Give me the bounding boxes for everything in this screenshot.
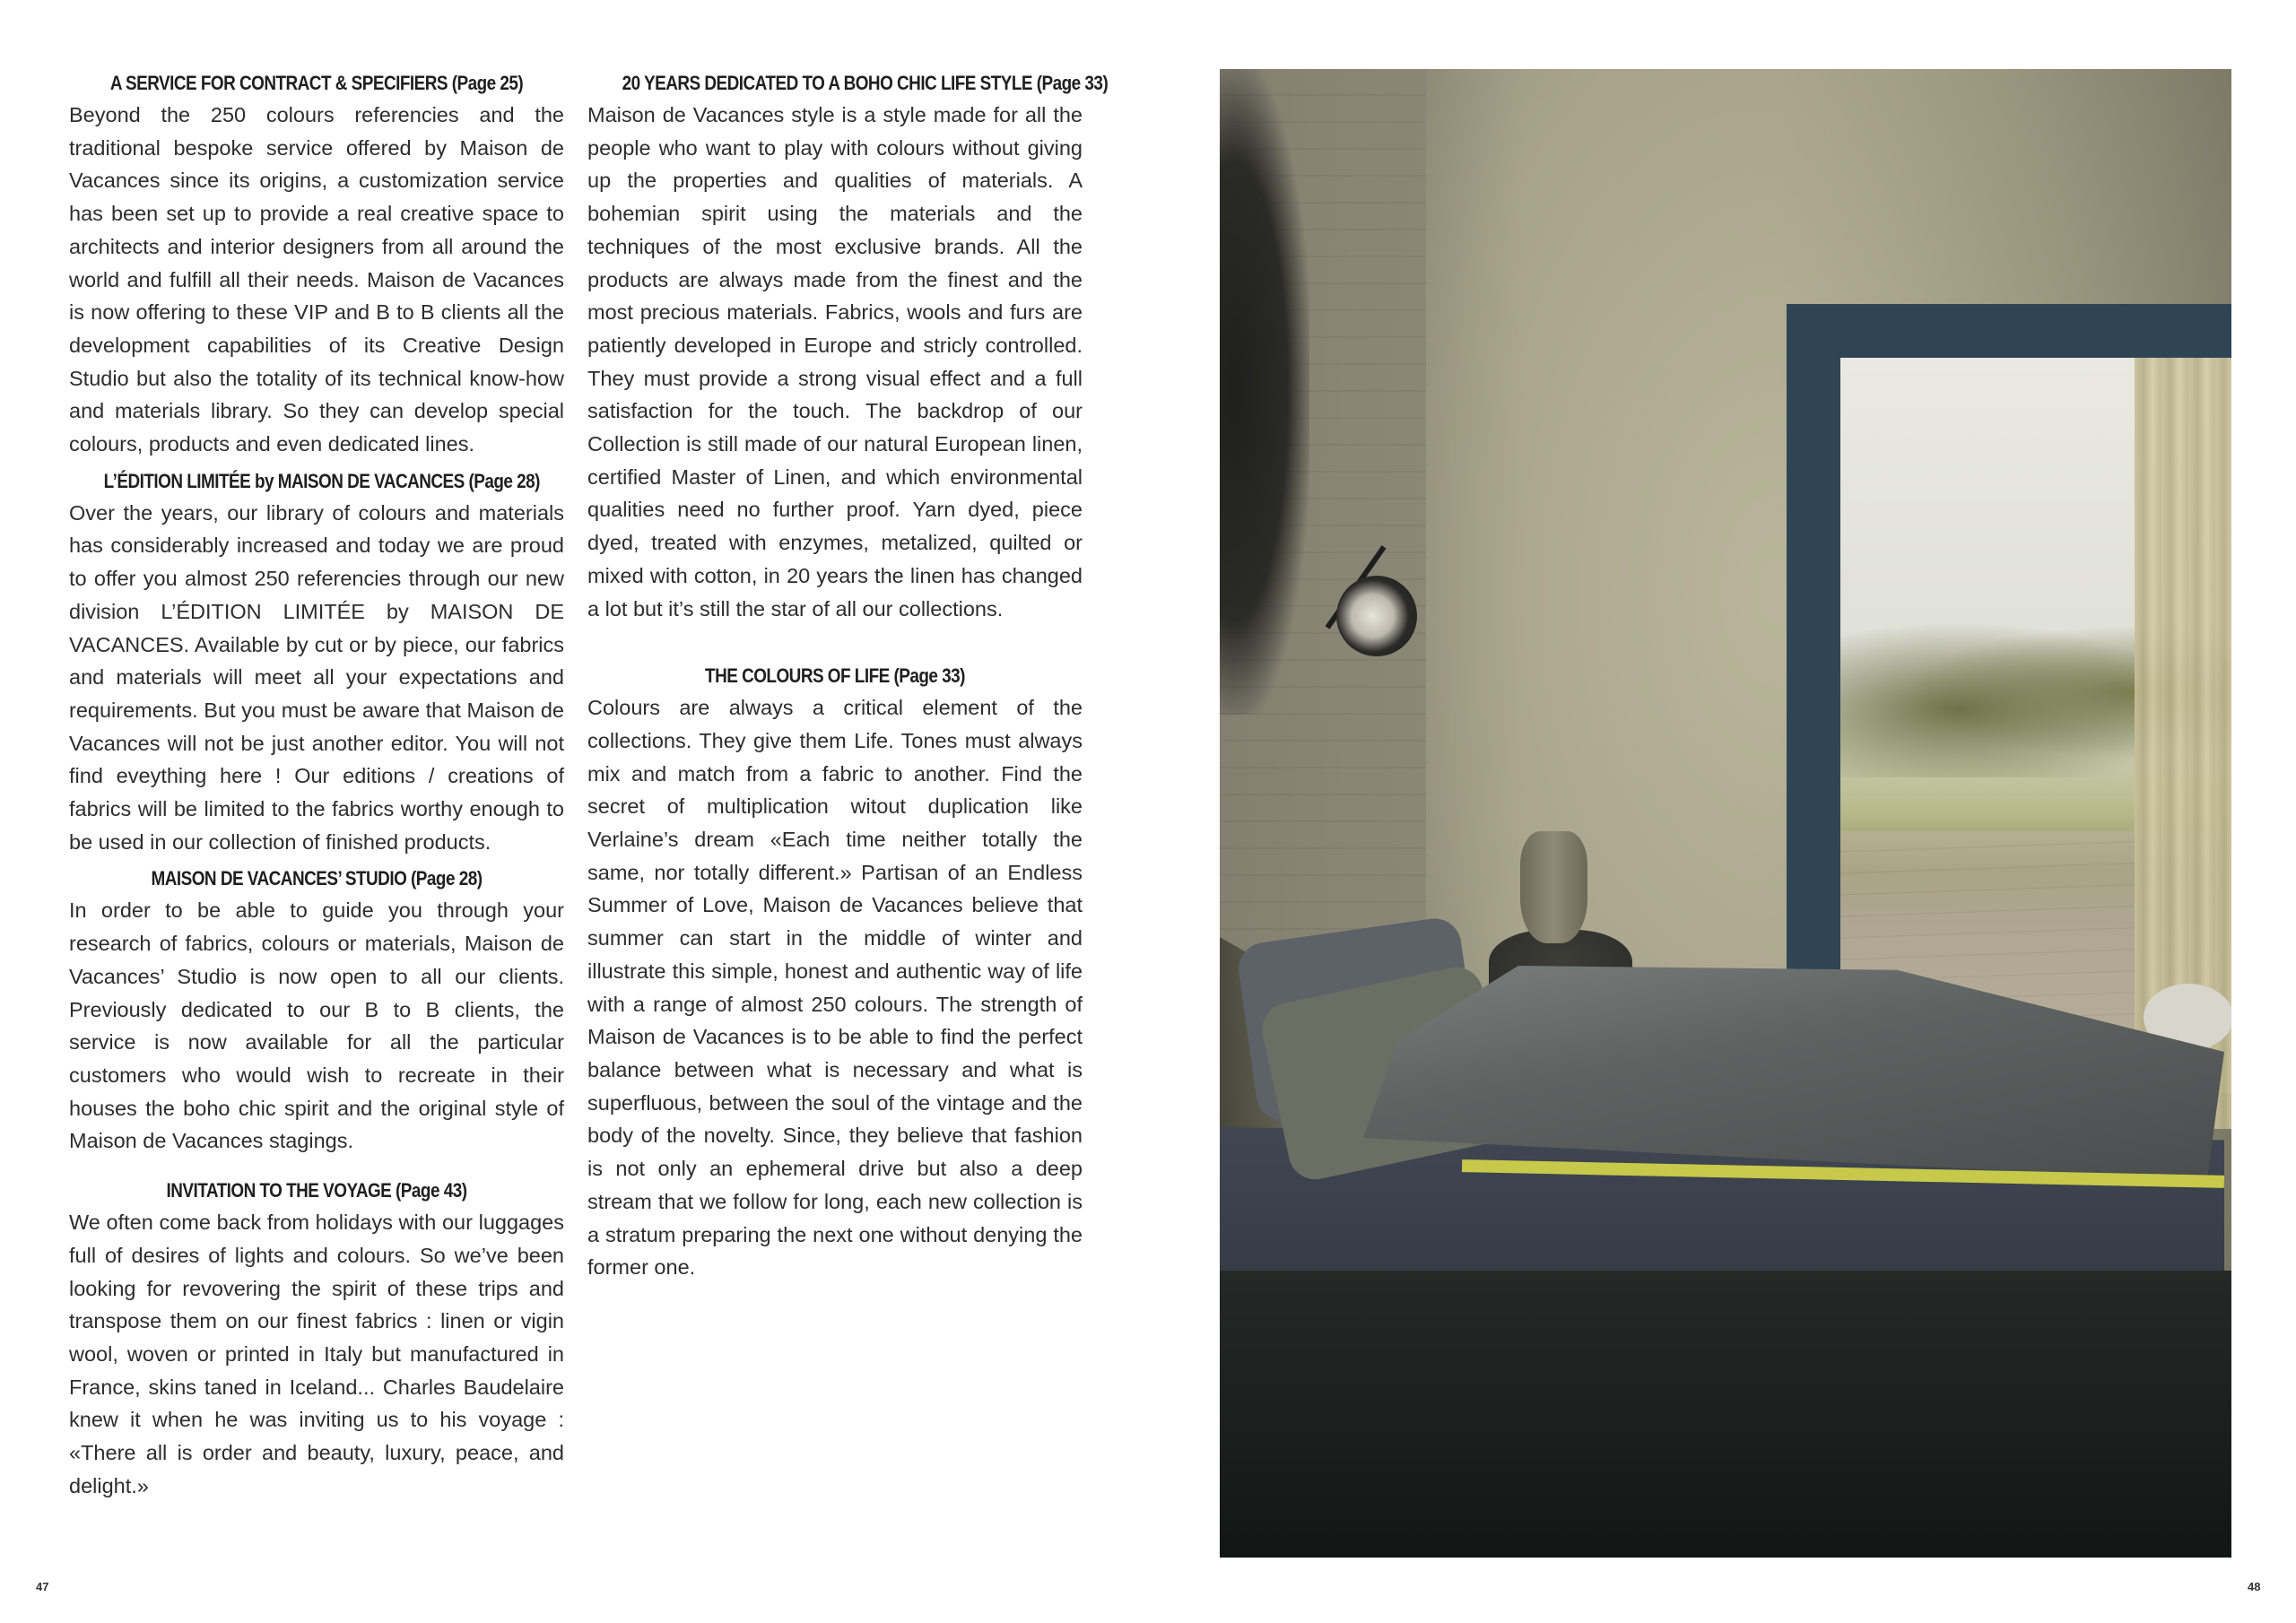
section-heading-studio: MAISON DE VACANCES’ STUDIO (Page 28) bbox=[151, 867, 483, 890]
right-text-column bbox=[587, 68, 1109, 1284]
section-body-contract-specifiers: Beyond the 250 colours referencies and the traditional bespoke service offered by Maison de Vacances since its origins, a customization service has been set up to provide a real creative space to architects and interior designers from all around the world and fulfill all their needs. Maison de Vacances is now offering to these VIP and B to B clients all the development capabilities of its Creative Design Studio but also the totality of its technical know-how and materials library. So they can develop special colours, products and even dedicated lines. bbox=[69, 103, 564, 456]
page-number-right: 48 bbox=[2248, 1580, 2261, 1593]
section-body-colours-of-life: Colours are always a critical element of the collections. They give them Life. Tones must always mix and match from a fabric to another. Find the secret of multiplication witout duplication like Verlaine’s dream «Each time neither totally the same, nor totally different.» Partisan of an Endless Summer of Love, Maison de Vacances believe that summer can start in the middle of winter and illustrate this simple, honest and authentic way of life with a range of almost 250 colours. The strength of Maison de Vacances is to be able to find the perfect balance between what is necessary and what is superfluous, between the soul of the vintage and the body of the novelty. Since, they believe that fashion is not only an ephemeral drive but also a deep stream that we follow for long, each new collection is a stratum preparing the next one without denying the former one. bbox=[587, 696, 1083, 1280]
section-body-boho-chic: Maison de Vacances style is a style made for all the people who want to play with colours without giving up the properties and qualities of materials. A bohemian spirit using the materials and the techniques of the most exclusive brands. All the products are always made from the finest and the most precious materials. Fabrics, wools and furs are patiently developed in Europe and stricly controlled. They must provide a strong visual effect and a full satisfaction for the touch. The backdrop of our Collection is still made of our natural European linen, certified Master of Linen, and which environmental qualities need no further proof. Yarn dyed, piece dyed, treated with enzymes, metalized, quilted or mixed with cotton, in 20 years the linen has changed a lot but it’s still the star of all our collections. bbox=[587, 103, 1083, 621]
bedroom-photo bbox=[1220, 69, 2231, 1558]
section-heading-boho-chic: 20 YEARS DEDICATED TO A BOHO CHIC LIFE STYLE (Page 33) bbox=[622, 72, 1109, 94]
vase bbox=[1520, 831, 1587, 943]
left-text-column bbox=[69, 68, 564, 1502]
section-body-voyage: We often come back from holidays with our luggages full of desires of lights and colours. So we’ve been looking for revovering the spirit of these trips and transpose them on our finest fabrics : linen or vigin wool, woven or printed in Italy but manufactured in France, skins taned in Iceland... Charles Baudelaire knew it when he was inviting us to his voyage : «There all is order and beauty, luxury, peace, and delight.» bbox=[69, 1211, 564, 1497]
section-body-studio: In order to be able to guide you through your research of fabrics, colours or materials, Maison de Vacances’ Studio is now open to all our clients. Previously dedicated to our B to B clients, the service is now available for all the particular customers who would wish to recreate in their houses the boho chic spirit and the original style of Maison de Vacances stagings. bbox=[69, 898, 564, 1153]
page-number-left: 47 bbox=[36, 1580, 49, 1593]
section-body-edition-limitee: Over the years, our library of colours and materials has considerably increased and today we are proud to offer you almost 250 referencies through our new division L’ÉDITION LIMITÉE by MAISON DE VACANCES. Available by cut or by piece, our fabrics and materials will meet all your expectations and requirements. But you must be aware that Maison de Vacances will not be just another editor. You will not find eveything here ! Our editions / creations of fabrics will be limited to the fabrics worthy enough to be used in our collection of finished products. bbox=[69, 500, 564, 854]
section-heading-edition-limitee: L’ÉDITION LIMITÉE by MAISON DE VACANCES (Page 28) bbox=[103, 469, 540, 492]
section-heading-contract-specifiers: A SERVICE FOR CONTRACT & SPECIFIERS (Page 25) bbox=[109, 72, 524, 94]
feather-wall-hanging bbox=[1220, 69, 1309, 715]
section-heading-voyage: INVITATION TO THE VOYAGE (Page 43) bbox=[166, 1179, 467, 1202]
section-heading-colours-of-life: THE COLOURS OF LIFE (Page 33) bbox=[705, 664, 965, 688]
bed-base bbox=[1220, 1271, 2231, 1558]
wall-lamp bbox=[1336, 576, 1417, 656]
